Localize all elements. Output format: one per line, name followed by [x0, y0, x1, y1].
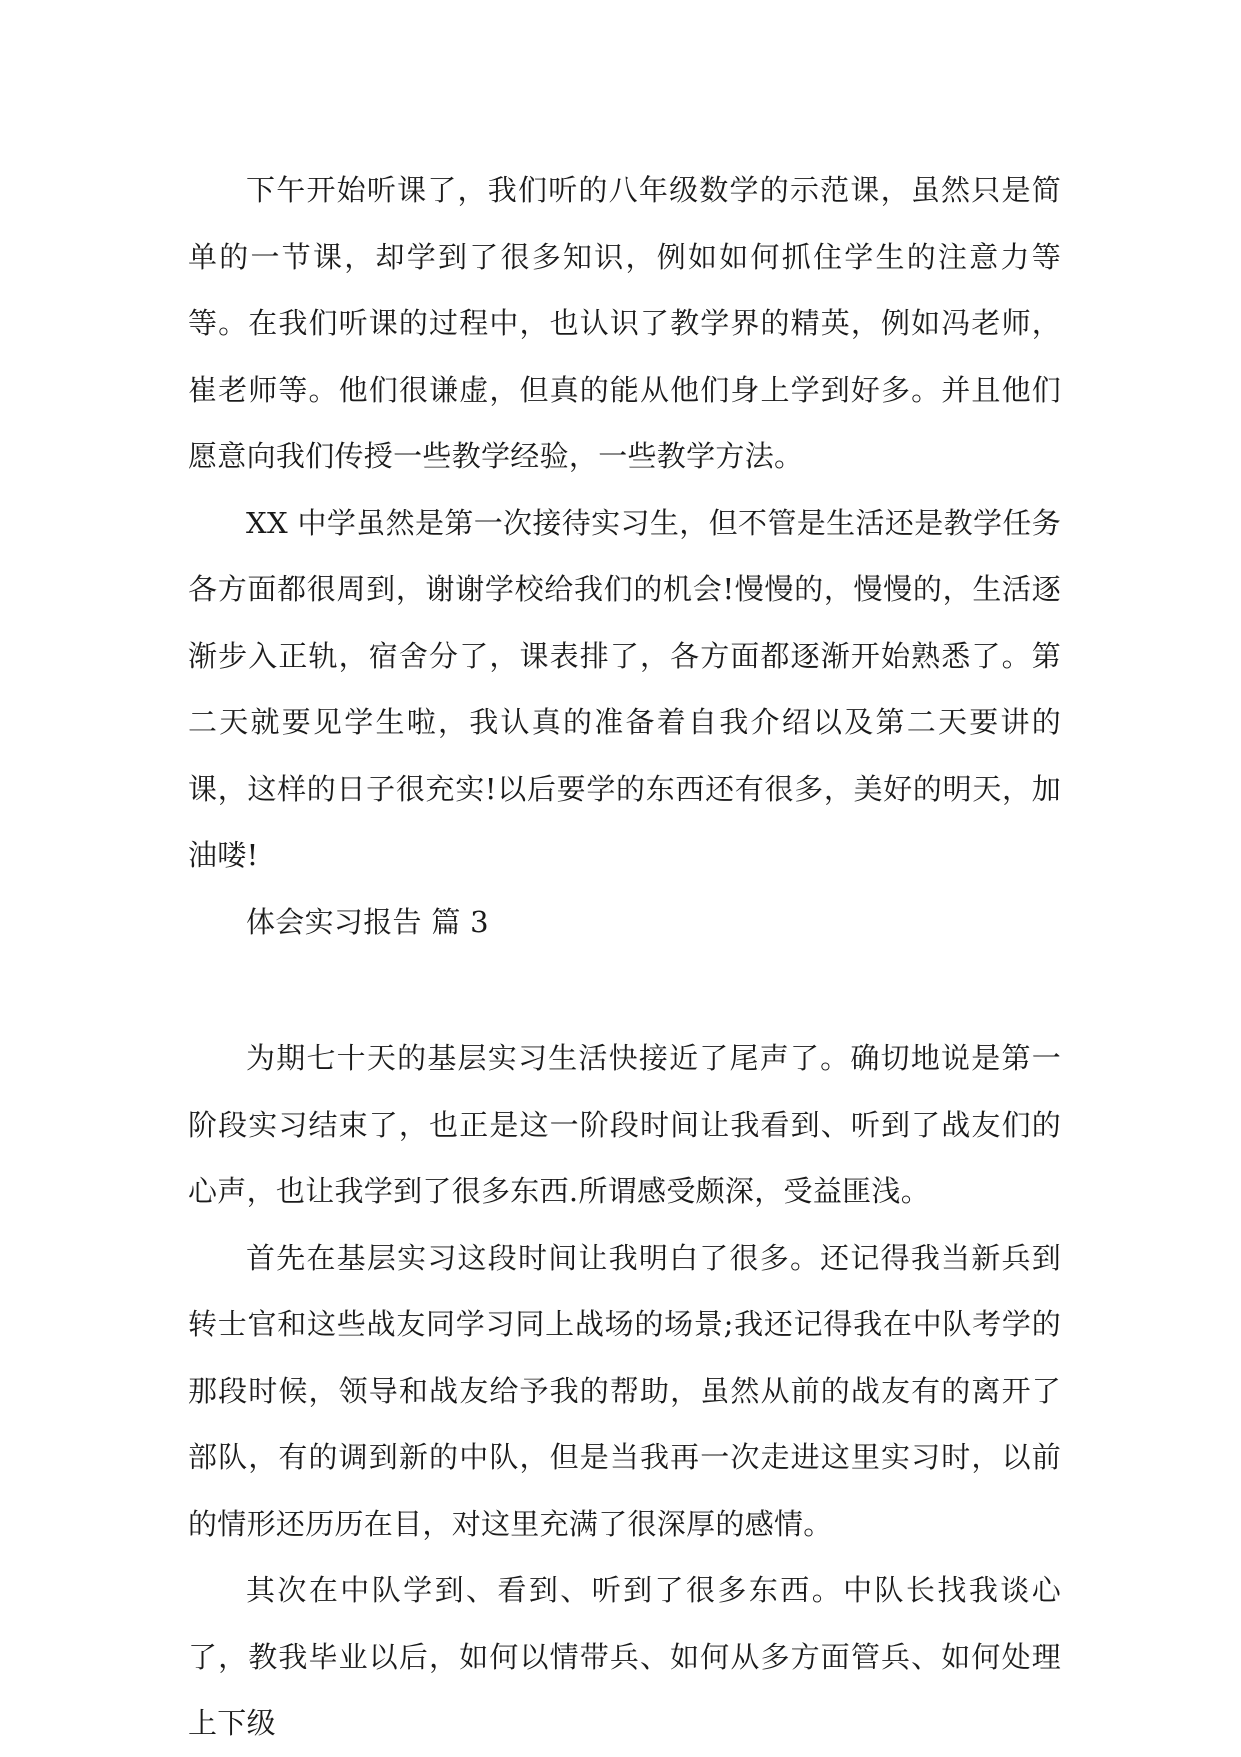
- paragraph-first-point: 首先在基层实习这段时间让我明白了很多。还记得我当新兵到转士官和这些战友同学习同上战场的场景;我还记得我在中队考学的那段时候，领导和战友给予我的帮助，虽然从前的战友有的离开了部队，有的调到新的中队，但是当我再一次走进这里实习时，以前的情形还历历在目，对这里充满了很深厚的感情。: [188, 1240, 1061, 1541]
- paragraph-xx-school: XX 中学虽然是第一次接待实习生，但不管是生活还是教学任务各方面都很周到，谢谢学校给我们的机会!慢慢的，慢慢的，生活逐渐步入正轨，宿舍分了，课表排了，各方面都逐渐开始熟悉了。第二天就要见学生啦，我认真的准备着自我介绍以及第二天要讲的课，这样的日子很充实!以后要学的东西还有很多，美好的明天，加油喽!: [188, 505, 1061, 872]
- paragraph-listening-class: 下午开始听课了，我们听的八年级数学的示范课，虽然只是简单的一节课，却学到了很多知识，例如如何抓住学生的注意力等等。在我们听课的过程中，也认识了教学界的精英，例如冯老师，崔老师等。他们很谦虚，但真的能从他们身上学到好多。并且他们愿意向我们传授一些教学经验，一些教学方法。: [188, 173, 1061, 473]
- section-heading: 体会实习报告 篇 3: [246, 904, 489, 939]
- paragraph-second-point: 其次在中队学到、看到、听到了很多东西。中队长找我谈心了，教我毕业以后，如何以情带兵、如何从多方面管兵、如何处理上下级: [188, 1573, 1061, 1740]
- paragraph-internship-end: 为期七十天的基层实习生活快接近了尾声了。确切地说是第一阶段实习结束了，也正是这一阶段时间让我看到、听到了战友们的心声，也让我学到了很多东西.所谓感受颇深，受益匪浅。: [188, 1041, 1061, 1208]
- section-spacer: [188, 955, 1061, 1025]
- document-page: [188, 157, 1061, 1757]
